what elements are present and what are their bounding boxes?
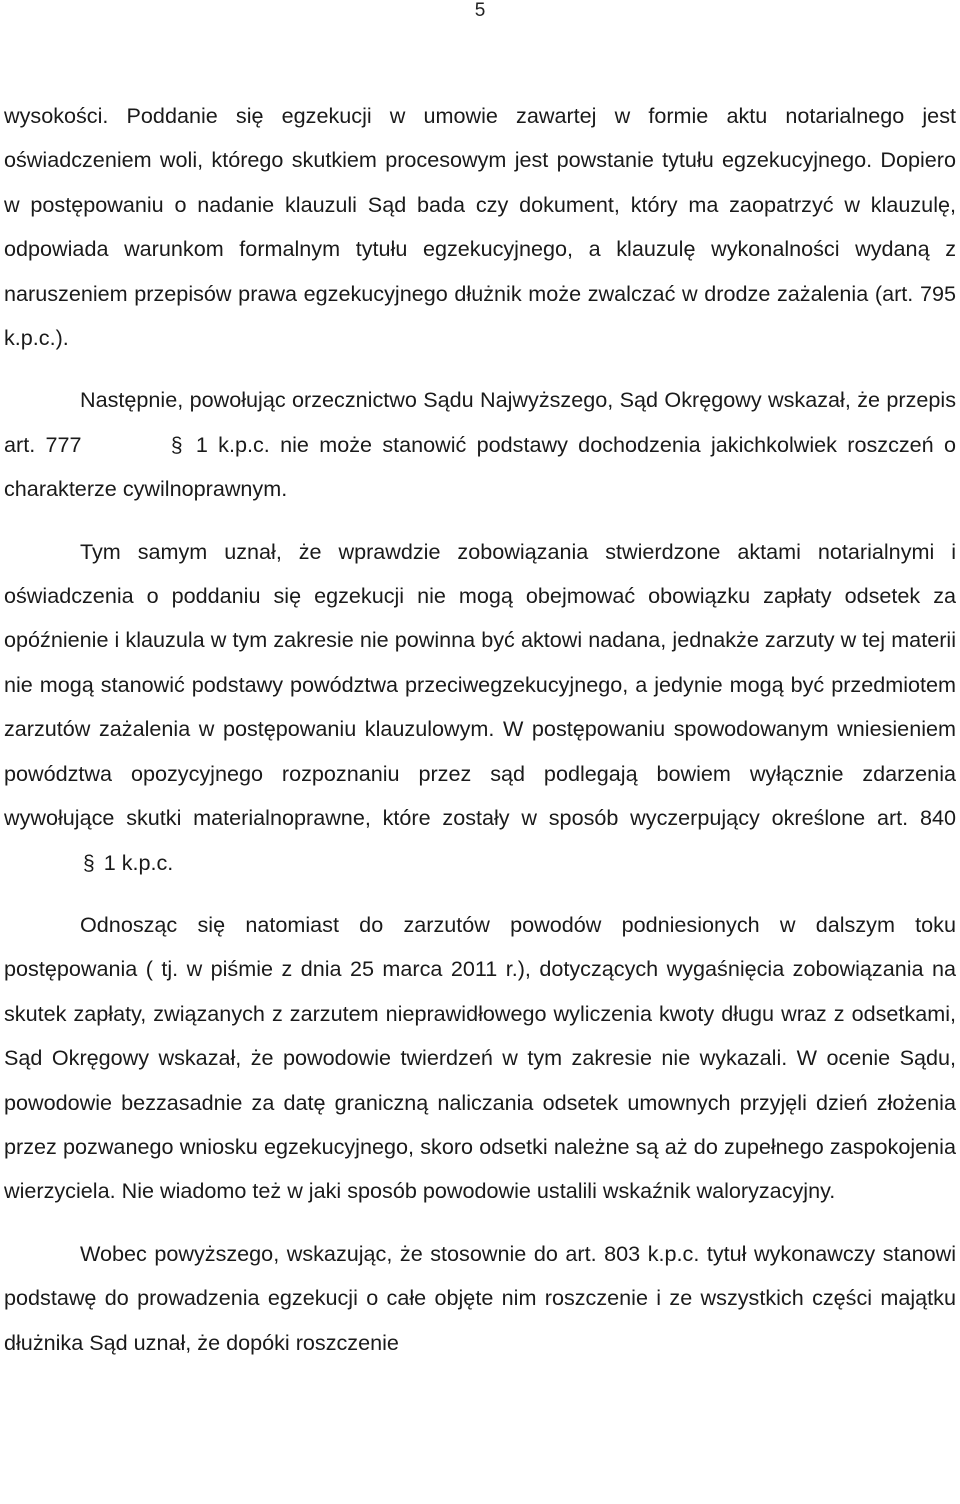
paragraph-3-text-before: Tym samym uznał, że wprawdzie zobowiązania stwierdzone aktami notarialnymi i oświadczenia o poddaniu się egzekucji nie mogą obejmować obowiązku zapłaty odsetek za opóźnienie i klauzula w tym zakresie nie powinna być aktowi nadana, jednakże zarzuty w tej materii nie mogą stanowić podstawy powództwa przeciwegzekucyjnego, a jedynie mogą być przedmiotem zarzutów zażalenia w postępowaniu klauzulowym. W postępowaniu spowodowanym wniesieniem powództwa opozycyjnego rozpoznaniu przez sąd podlegają bowiem wyłącznie zdarzenia wywołujące skutki materialnoprawne, które zostały w sposób wyczerpujący określone art. 840	[4, 538, 956, 831]
paragraph-2	[4, 378, 956, 511]
paragraph-1: wysokości. Poddanie się egzekucji w umowie zawartej w formie aktu notarialnego jest oświadczeniem woli, którego skutkiem procesowym jest powstanie tytułu egzekucyjnego. Dopiero w postępowaniu o nadanie klauzuli Sąd bada czy dokument, który ma zaopatrzyć w klauzulę, odpowiada warunkom formalnym tytułu egzekucyjnego, a klauzulę wykonalności wydaną z naruszeniem przepisów prawa egzekucyjnego dłużnik może zwalczać w drodze zażalenia (art. 795 k.p.c.).	[4, 103, 956, 351]
paragraph-3-text-after: 1 k.p.c.	[103, 849, 174, 875]
paragraph-5: Wobec powyższego, wskazując, że stosownie do art. 803 k.p.c. tytuł wykonawczy stanowi podstawę do prowadzenia egzekucji o całe objęte nim roszczenie i ze wszystkich części majątku dłużnika Sąd uznał, że dopóki roszczenie	[4, 1240, 956, 1355]
paragraph-4: Odnosząc się natomiast do zarzutów powodów podniesionych w dalszym toku postępowania ( tj. w piśmie z dnia 25 marca 2011 r.), dotyczących wygaśnięcia zobowiązania na skutek zapłaty, związanych z zarzutem nieprawidłowego wyliczenia kwoty długu wraz z odsetkami, Sąd Okręgowy wskazał, że powodowie twierdzeń w tym zakresie nie wykazali. W ocenie Sądu, powodowie bezzasadnie za datę graniczną naliczania odsetek umownych przyjęli dzień złożenia przez pozwanego wniosku egzekucyjnego, skoro odsetki należne są aż do zupełnego zaspokojenia wierzyciela. Nie wiadomo też w jaki sposób powodowie ustalili wskaźnik waloryzacyjny.	[4, 911, 956, 1204]
section-sign-icon: §	[170, 433, 183, 457]
paragraph-3	[4, 530, 956, 885]
paragraph-2-text-after: 1 k.p.c. nie może stanowić podstawy dochodzenia jakichkolwiek roszczeń o charakterze cywilnoprawnym.	[4, 431, 957, 502]
section-sign-icon: §	[83, 851, 95, 875]
document-body	[4, 94, 956, 1365]
paragraph-2-text-before: Następnie, powołując orzecznictwo Sądu Najwyższego, Sąd Okręgowy wskazał, że przepis art. 777	[4, 387, 956, 457]
page-number: 5	[474, 0, 486, 21]
